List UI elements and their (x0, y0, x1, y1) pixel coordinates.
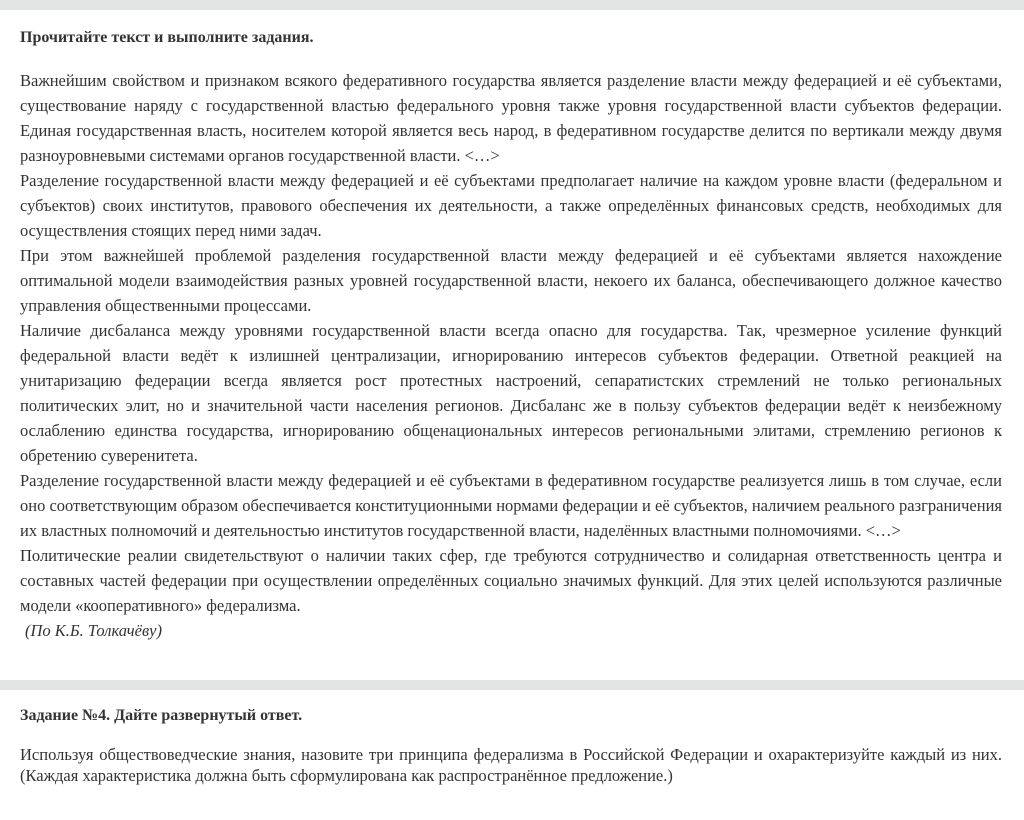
text-paragraph-2: Разделение государственной власти между федерацией и её субъектами предполагает наличие на каждом уровне власти (федеральном и субъектов) своих институтов, правового обеспечения их деятельности, а также определённых финансовых средств, необходимых для осуществления стоящих перед ними задач. (20, 171, 1002, 240)
task-section (0, 690, 1024, 786)
reading-text-section (0, 10, 1024, 680)
text-paragraph-4: Наличие дисбаланса между уровнями государственной власти всегда опасно для государства. Так, чрезмерное усиление функций федеральной власти ведёт к излишней централизации, игнорированию интересов субъектов федерации. Ответной реакцией на унитаризацию федерации всегда является рост протестных настроений, сепаратистских стремлений не только региональных политических элит, но и значительной части населения регионов. Дисбаланс же в пользу субъектов федерации ведёт к неизбежному ослаблению единства государства, игнорированию общенациональных интересов региональными элитами, стремлению регионов к обретению суверенитета. (20, 321, 1002, 465)
text-paragraph-3: При этом важнейшей проблемой разделения государственной власти между федерацией и её субъектами является нахождение оптимальной модели взаимодействия разных уровней государственной власти, некоего их баланса, обеспечивающего должное качество управления общественными процессами. (20, 246, 1002, 315)
text-paragraph-6: Политические реалии свидетельствуют о наличии таких сфер, где требуются сотрудничество и солидарная ответственность центра и составных частей федерации при осуществлении определённых социально значимых функций. Для этих целей используются различные модели «кооперативного» федерализма. (20, 546, 1002, 615)
text-paragraph-1: Важнейшим свойством и признаком всякого федеративного государства является разделение власти между федерацией и её субъектами, существование наряду с государственной властью федерального уровня также уровня государственной власти субъектов федерации. Единая государственная власть, носителем которой является весь народ, в федеративном государстве делится по вертикали между двумя разноуровневыми системами органов государственной власти. <…> (20, 71, 1002, 165)
text-source-attribution: (По К.Б. Толкачёву) (25, 621, 162, 640)
section-divider-band (0, 680, 1024, 690)
text-paragraph-5: Разделение государственной власти между федерацией и её субъектами в федеративном государстве реализуется лишь в том случае, если оно соответствующим образом обеспечивается конституционными нормами федерации и её субъектов, наличием реального разграничения их властных полномочий и деятельностью институтов государственной власти, наделённых властными полномочиями. <…> (20, 471, 1003, 540)
task-heading: Задание №4. Дайте развернутый ответ. (20, 707, 303, 724)
reading-heading: Прочитайте текст и выполните задания. (20, 29, 314, 46)
top-divider-band (0, 0, 1024, 10)
task-text: Используя обществоведческие знания, назовите три принципа федерализма в Российской Федерации и охарактеризуйте каждый из них. (Каждая характеристика должна быть сформулирована как распространённое предложение.) (20, 745, 1002, 785)
